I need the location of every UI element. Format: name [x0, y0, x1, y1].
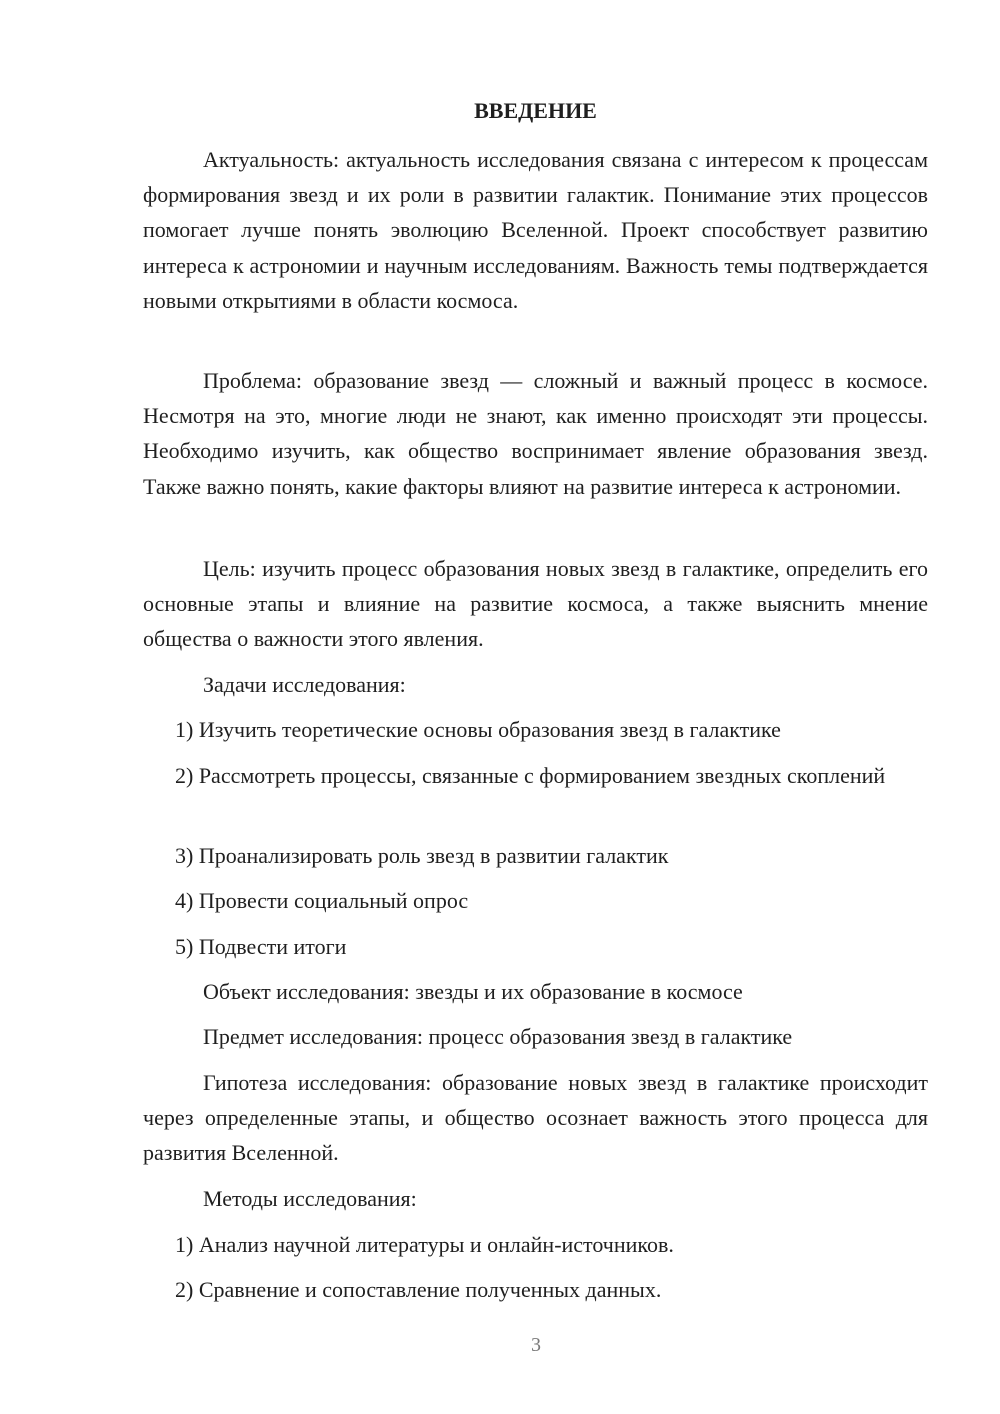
- paragraph-object: Объект исследования: звезды и их образование в космосе: [203, 979, 743, 1004]
- task-item-3: 3) Проанализировать роль звезд в развитии галактик: [175, 843, 669, 868]
- task-item-4: 4) Провести социальный опрос: [175, 888, 469, 913]
- method-item-2: 2) Сравнение и сопоставление полученных данных.: [175, 1277, 662, 1302]
- methods-title: Методы исследования:: [203, 1186, 417, 1211]
- page-number: 3: [531, 1334, 541, 1356]
- task-item-1: 1) Изучить теоретические основы образования звезд в галактике: [175, 717, 781, 742]
- task-item-5: 5) Подвести итоги: [175, 934, 347, 959]
- method-item-1: 1) Анализ научной литературы и онлайн-источников.: [175, 1232, 674, 1257]
- paragraph-problem: Проблема: образование звезд — сложный и важный процесс в космосе. Несмотря на это, многие люди не знают, как именно происходят эти процессы. Необходимо изучить, как общество воспринимает явление образования звезд. Также важно понять, какие факторы влияют на развитие интереса к астрономии.: [143, 368, 928, 499]
- paragraph-hypothesis: Гипотеза исследования: образование новых звезд в галактике происходит через определенные этапы, и общество осознает важность этого процесса для развития Вселенной.: [143, 1070, 928, 1166]
- paragraph-relevance: Актуальность: актуальность исследования связана с интересом к процессам формирования звезд и их роли в развитии галактик. Понимание этих процессов помогает лучше понять эволюцию Вселенной. Проект способствует развитию интереса к астрономии и научным исследованиям. Важность темы подтверждается новыми открытиями в области космоса.: [143, 147, 928, 313]
- tasks-title: Задачи исследования:: [203, 672, 406, 697]
- paragraph-goal: Цель: изучить процесс образования новых звезд в галактике, определить его основные этапы и влияние на развитие космоса, а также выяснить мнение общества о важности этого явления.: [143, 556, 928, 652]
- paragraph-subject: Предмет исследования: процесс образования звезд в галактике: [203, 1024, 793, 1049]
- document-heading: ВВЕДЕНИЕ: [474, 98, 597, 123]
- task-item-2: 2) Рассмотреть процессы, связанные с формированием звездных скоплений: [175, 763, 886, 788]
